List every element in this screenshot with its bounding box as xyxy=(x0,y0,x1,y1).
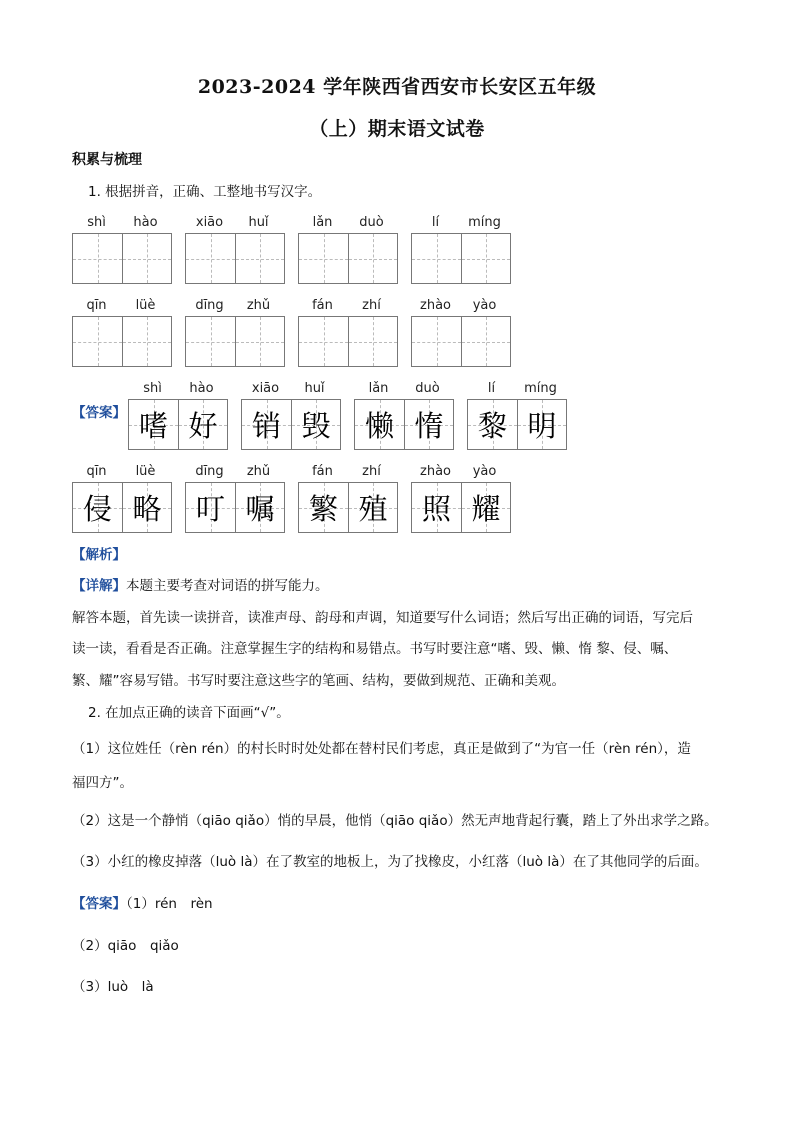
pinyin-label: lüè xyxy=(135,464,156,479)
writing-box[interactable] xyxy=(411,233,511,284)
tianzige-cell xyxy=(73,483,122,532)
detail-line xyxy=(72,577,329,595)
pinyin-label: zhí xyxy=(362,464,381,479)
tianzige-cell[interactable] xyxy=(235,317,284,366)
answer-character: 略 xyxy=(132,492,162,526)
answer-character: 销 xyxy=(251,409,281,443)
answer-character-box xyxy=(354,399,454,450)
q2-answer-1: （1）rén rèn xyxy=(126,896,213,912)
writing-box[interactable] xyxy=(72,233,172,284)
answer-character: 叮 xyxy=(195,492,225,526)
answer-character: 耀 xyxy=(471,492,501,526)
tianzige-cell[interactable] xyxy=(73,234,122,283)
tianzige-cell xyxy=(242,400,291,449)
q1-prompt: 1. 根据拼音，正确、工整地书写汉字。 xyxy=(88,184,322,200)
pinyin-label: zhǔ xyxy=(246,298,271,313)
pinyin-label: qīn xyxy=(86,464,107,479)
pinyin-label: duò xyxy=(415,381,440,396)
writing-box[interactable] xyxy=(298,316,398,367)
tianzige-cell[interactable] xyxy=(73,317,122,366)
writing-box[interactable] xyxy=(411,316,511,367)
pinyin-label: zhào xyxy=(420,298,451,313)
tianzige-cell xyxy=(299,483,348,532)
explain-line-2: 读一读，看看是否正确。注意掌握生字的结构和易错点。书写时要注意“嗜、毁、懒、惰 黎、侵、嘱、 xyxy=(72,641,678,657)
pinyin-label: xiāo xyxy=(251,381,280,396)
pinyin-label: xiāo xyxy=(195,215,224,230)
writing-box[interactable] xyxy=(298,233,398,284)
pinyin-label: zhào xyxy=(420,464,451,479)
pinyin-label: míng xyxy=(524,381,557,396)
answer-character: 繁 xyxy=(308,492,338,526)
pinyin-label: fán xyxy=(312,298,333,313)
pinyin-label: dīng xyxy=(195,298,224,313)
tianzige-cell[interactable] xyxy=(461,317,510,366)
detail-label: 【详解】 xyxy=(72,578,126,594)
pinyin-label: huǐ xyxy=(304,381,325,396)
tianzige-cell[interactable] xyxy=(299,317,348,366)
tianzige-cell xyxy=(412,483,461,532)
answer-character-box xyxy=(467,399,567,450)
pinyin-label: lüè xyxy=(135,298,156,313)
pinyin-label: lí xyxy=(487,381,496,396)
writing-box[interactable] xyxy=(185,316,285,367)
pinyin-label: lǎn xyxy=(368,381,389,396)
tianzige-cell xyxy=(348,483,397,532)
answer-character: 黎 xyxy=(477,409,507,443)
q2-item-1-line-1: （1）这位姓任（rèn rén）的村长时时处处都在替村民们考虑，真正是做到了“为官一任（rèn rén），造 xyxy=(72,741,691,757)
tianzige-cell[interactable] xyxy=(122,234,171,283)
tianzige-cell xyxy=(355,400,404,449)
answer-label: 【答案】 xyxy=(72,405,126,421)
pinyin-label: lǎn xyxy=(312,215,333,230)
pinyin-label: yào xyxy=(472,298,497,313)
pinyin-label: zhǔ xyxy=(246,464,271,479)
q2-answer-line-1 xyxy=(72,895,213,913)
pinyin-label: zhí xyxy=(362,298,381,313)
tianzige-cell[interactable] xyxy=(186,234,235,283)
pinyin-label: míng xyxy=(468,215,501,230)
q2-answer-3: （3）luò là xyxy=(72,979,154,995)
analysis-label: 【解析】 xyxy=(72,547,126,563)
tianzige-cell xyxy=(235,483,284,532)
answer-character-box xyxy=(128,399,228,450)
tianzige-cell xyxy=(129,400,178,449)
tianzige-cell xyxy=(122,483,171,532)
q2-item-1-line-2: 福四方”。 xyxy=(72,775,133,791)
detail-text: 本题主要考查对词语的拼写能力。 xyxy=(126,578,329,594)
pinyin-label: duò xyxy=(359,215,384,230)
answer-character: 好 xyxy=(188,409,218,443)
answer-character: 嘱 xyxy=(245,492,275,526)
pinyin-label: qīn xyxy=(86,298,107,313)
writing-box[interactable] xyxy=(72,316,172,367)
pinyin-label: lí xyxy=(431,215,440,230)
document-title-line2: （上）期末语文试卷 xyxy=(309,118,485,140)
answer-character-box xyxy=(185,482,285,533)
document-title-line1: 2023-2024 学年陕西省西安市长安区五年级 xyxy=(197,76,597,98)
pinyin-label: hào xyxy=(189,381,214,396)
answer-character-box xyxy=(72,482,172,533)
pinyin-label: yào xyxy=(472,464,497,479)
tianzige-cell xyxy=(186,483,235,532)
tianzige-cell[interactable] xyxy=(412,234,461,283)
answer-character-box xyxy=(298,482,398,533)
pinyin-label: huǐ xyxy=(248,215,269,230)
tianzige-cell xyxy=(178,400,227,449)
answer-character: 惰 xyxy=(414,409,444,443)
tianzige-cell xyxy=(461,483,510,532)
explain-line-3: 繁、耀”容易写错。书写时要注意这些字的笔画、结构，要做到规范、正确和美观。 xyxy=(72,673,565,689)
tianzige-cell xyxy=(404,400,453,449)
tianzige-cell xyxy=(468,400,517,449)
pinyin-label: shì xyxy=(87,215,106,230)
answer-character: 嗜 xyxy=(138,409,168,443)
tianzige-cell xyxy=(291,400,340,449)
tianzige-cell[interactable] xyxy=(461,234,510,283)
pinyin-label: hào xyxy=(133,215,158,230)
explain-line-1: 解答本题，首先读一读拼音，读准声母、韵母和声调，知道要写什么词语；然后写出正确的词语，写完后 xyxy=(72,610,693,626)
answer-character-box xyxy=(241,399,341,450)
answer-character: 侵 xyxy=(82,492,112,526)
tianzige-cell[interactable] xyxy=(186,317,235,366)
q2-answer-2: （2）qiāo qiǎo xyxy=(72,938,179,954)
pinyin-label: dīng xyxy=(195,464,224,479)
section-heading: 积累与梳理 xyxy=(72,152,142,168)
answer-character: 明 xyxy=(527,409,557,443)
pinyin-label: fán xyxy=(312,464,333,479)
tianzige-cell[interactable] xyxy=(348,317,397,366)
tianzige-cell[interactable] xyxy=(122,317,171,366)
q2-prompt: 2. 在加点正确的读音下面画“√”。 xyxy=(88,705,290,721)
answer-character: 毁 xyxy=(301,409,331,443)
answer-character: 懒 xyxy=(364,409,394,443)
tianzige-cell[interactable] xyxy=(299,234,348,283)
tianzige-cell[interactable] xyxy=(412,317,461,366)
tianzige-cell[interactable] xyxy=(235,234,284,283)
q2-item-3: （3）小红的橡皮掉落（luò là）在了教室的地板上，为了找橡皮，小红落（luò là）在了其他同学的后面。 xyxy=(72,854,708,870)
answer-character: 照 xyxy=(421,492,451,526)
pinyin-label: shì xyxy=(143,381,162,396)
q2-answer-label: 【答案】 xyxy=(72,896,126,912)
answer-character-box xyxy=(411,482,511,533)
tianzige-cell xyxy=(517,400,566,449)
writing-box[interactable] xyxy=(185,233,285,284)
answer-character: 殖 xyxy=(358,492,388,526)
q2-item-2: （2）这是一个静悄（qiāo qiǎo）悄的早晨，他悄（qiāo qiǎo）然无声地背起行囊，踏上了外出求学之路。 xyxy=(72,813,718,829)
tianzige-cell[interactable] xyxy=(348,234,397,283)
